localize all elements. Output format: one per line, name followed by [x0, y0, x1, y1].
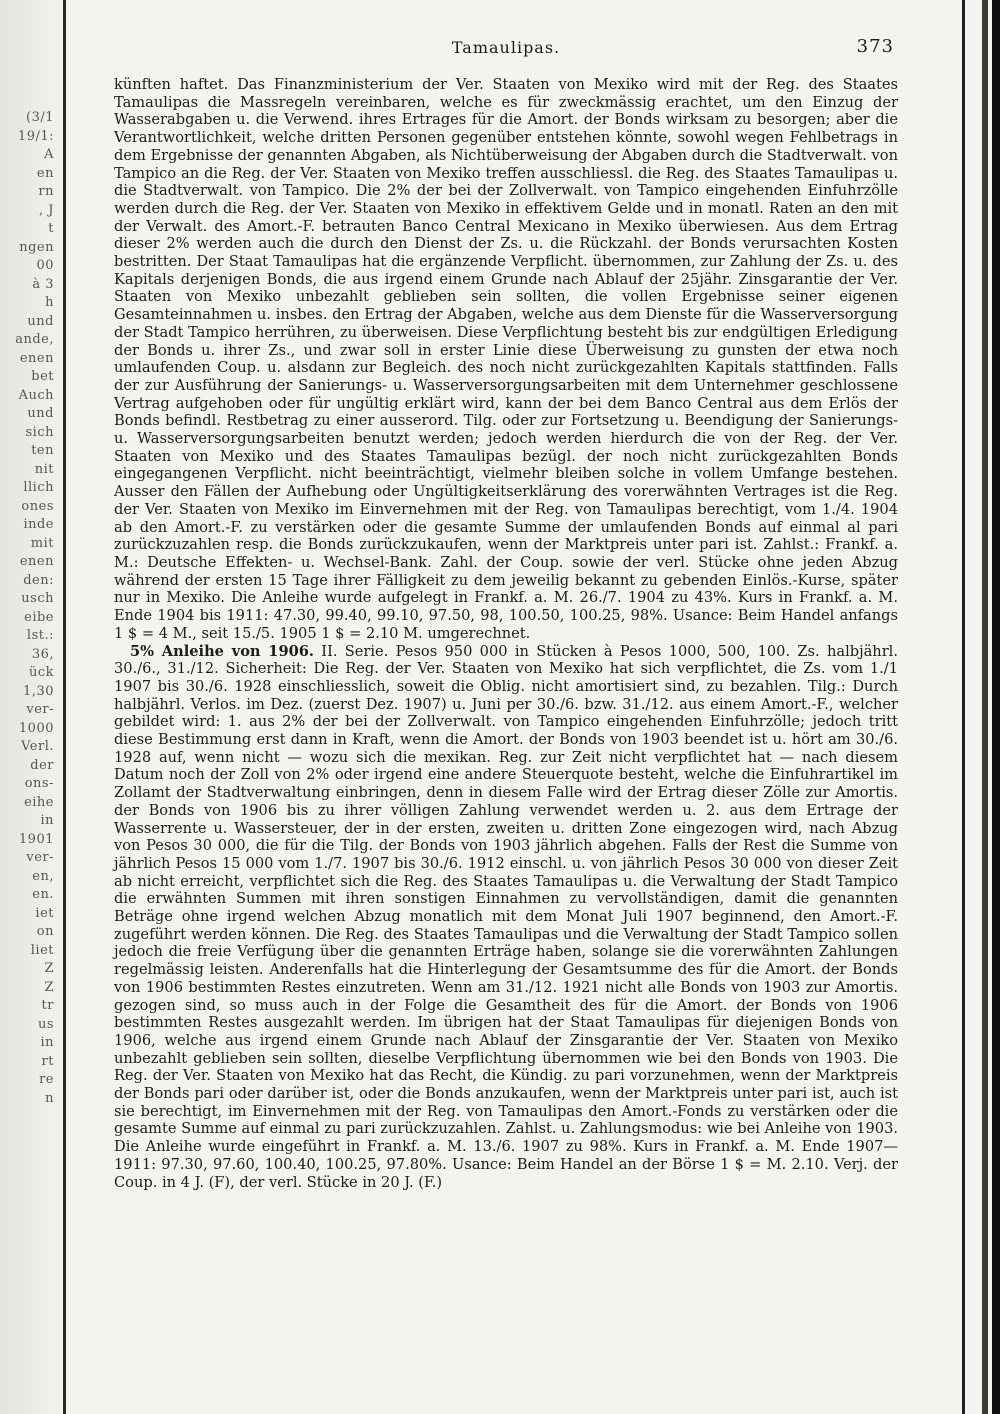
margin-fragment: bet: [31, 369, 54, 384]
margin-fragment: in: [40, 1035, 54, 1050]
margin-fragment: à 3: [32, 276, 54, 292]
margin-fragment: ver-: [26, 702, 54, 717]
margin-fragment: us: [37, 1016, 54, 1032]
margin-fragment: und: [27, 406, 54, 421]
margin-fragment: inde: [23, 517, 54, 532]
margin-fragment: enen: [19, 554, 54, 569]
margin-fragment: A: [44, 147, 54, 162]
scan-edge-line: [992, 0, 1000, 1414]
page-fold-shadow: [63, 0, 66, 1414]
margin-fragment: en,: [32, 868, 54, 884]
margin-fragment: eihe: [24, 794, 54, 810]
section-text: II. Serie. Pesos 950 000 in Stücken à Pesos 1000, 500, 100. Zs. halbjährl. 30./6., 31./12. Sicherheit: Die Reg. der Ver. Staaten von Mexiko hat sich verpflichtet, die Zs. vom 1./1 1907 bis 30./6. 1928 einschliesslich, soweit die Oblig. nicht amortisiert sind, zu bezahlen. Tilg.: Durch halbjährl. Verlos. im Dez. (zuerst Dez. 1907) u. Juni per 30./6. bzw. 31./12. aus einem Amort.-F., welcher gebildet wird: 1. aus 2% der bei der Zollverwalt. von Tampico eingehenden Einfuhrzölle; jedoch tritt diese Bestimmung erst dann in Kraft, wenn die Amort. der Bonds von 1903 beendet ist u. hört am 30./6. 1928 auf, wenn nicht — wozu sich die mexikan. Reg. zur Zeit nicht verpflichtet hat — nach diesem Datum noch der Zoll von 2% oder irgend eine andere Steuerquote besteht, welche die Einfuhrartikel im Zollamt der Stadtverwaltung einbringen, denn in diesem Falle wird der Ertrag dieser Zölle zur Amortis. der Bonds von 1906 bis zu ihrer völligen Zahlung verwendet werden u. 2. aus dem Ertrage der Wasserrente u. Wassersteuer, der in der ersten, zweiten u. dritten Zone eingezogen wird, nach Abzug von Pesos 30 000, die für die Tilg. der Bonds von 1903 jährlich abgehen. Falls der Rest die Summe von jährlich Pesos 15 000 vom 1./7. 1907 bis 30./6. 1912 einschl. u. von jährlich Pesos 30 000 von dieser Zeit ab nicht erreicht, verpflichtet sich die Reg. des Staates Tamaulipas u. die Verwaltung der Stadt Tampico die erwähnten Summen mit ihren sonstigen Einnahmen zu vervollständigen, damit die genannten Beträge ohne irgend welchen Abzug monatlich mit dem Monat Juli 1907 beginnend, den Amort.-F. zugeführt werden können. Die Reg. des Staates Tamaulipas und die Verwaltung der Stadt Tampico sollen jedoch die freie Verfügung über die genannten Erträge haben, solange sie die vorerwähnten Zahlungen regelmässig leisten. Anderenfalls hat die Hinterlegung der Gesamtsumme des für die Amort. der Bonds von 1906 bestimmten Restes einzutreten. Wenn am 31./12. 1921 nicht alle Bonds von 1903 zur Amortis. gezogen sind, so muss auch in der Folge die Gesamtheit des für die Amort. der Bonds von 1906 bestimmten Restes ausgezahlt werden. Im übrigen hat der Staat Tamaulipas für diejenigen Bonds von 1906, welche aus irgend einem Grunde nach Ablauf der Zinsgarantie der Ver. Staaten von Mexiko unbezahlt geblieben sein sollten, dieselbe Verpflichtung übernommen wie bei den Bonds von 1903. Die Reg. der Ver. Staaten von Mexiko hat das Recht, die Kündig. zu pari vorzunehmen, wenn der Marktpreis der Bonds pari oder darüber ist, oder die Bonds anzukaufen, wenn der Marktpreis unter pari ist, auch ist sie berechtigt, im Einvernehmen mit der Reg. von Tamaulipas den Amort.-Fonds zu verstärken oder die gesamte Summe auf einmal zu pari zurückzuzahlen. Zahlst. u. Zahlungsmodus: wie bei Anleihe von 1903. Die Anleihe wurde eingeführt in Frankf. a. M. 13./6. 1907 zu 98%. Kurs in Frankf. a. M. Ende 1907—1911: 97.30, 97.60, 100.40, 100.25, 97.80%. Usance: Beim Handel an der Börse 1 $ = M. 2.10. Verj. der Coup. in 4 J. (F), der verl. Stücke in 20 J. (F.): [114, 642, 898, 1191]
margin-fragment: liet: [30, 942, 54, 958]
margin-fragment: und: [27, 313, 54, 329]
margin-fragment: 36,: [31, 646, 54, 662]
margin-fragment: ons-: [24, 776, 54, 791]
scan-edge-line: [962, 0, 965, 1414]
page-title: Tamaulipas.: [451, 38, 561, 57]
margin-fragment: rn: [38, 184, 54, 199]
margin-fragment: ten: [31, 443, 54, 458]
margin-fragment: mit: [30, 535, 54, 551]
margin-fragment: der: [30, 757, 54, 773]
margin-fragment: 1000: [18, 720, 54, 736]
margin-fragment: ngen: [19, 239, 54, 255]
margin-fragment: ver-: [26, 850, 54, 865]
margin-fragment: Auch: [18, 387, 54, 403]
paragraph: künften haftet. Das Finanzministerium der Ver. Staaten von Mexiko wird mit der Reg. des Staates Tamaulipas die Massregeln vereinbaren, welche es für zweckmässig erachtet, um den Einzug der Wasserabgaben u. die Verwend. ihres Ertrages für die Amort. der Bonds wirksam zu besorgen; aber die Verantwortlichkeit, welche dritten Personen gegenüber entstehen könnte, sowohl wegen Fehlbetrags in dem Ergebnisse der genannten Abgaben, als Nichtüberweisung der Abgaben durch die Stadtverwalt. von Tampico an die Reg. der Ver. Staaten von Mexiko treffen ausschliessl. die Reg. des Staates Tamaulipas u. die Stadtverwalt. von Tampico. Die 2% der bei der Zollverwalt. von Tampico eingehenden Einfuhrzölle werden durch die Reg. der Ver. Staaten von Mexiko in effektivem Gelde und in monatl. Raten an den mit der Verwalt. des Amort.-F. betrauten Banco Central Mexicano in Mexiko überwiesen. Aus dem Ertrag dieser 2% werden auch die durch den Dienst der Zs. u. die Rückzahl. der Bonds verursachten Kosten bestritten. Der Staat Tamaulipas hat die ergänzende Verpflicht. übernommen, zur Zahlung der Zs. u. des Kapitals derjenigen Bonds, die aus irgend einem Grunde nach Ablauf der 25jähr. Zinsgarantie der Ver. Staaten von Mexiko unbezahlt geblieben sein sollten, die vollen Ergebnisse seiner eigenen Gesamteinnahmen u. insbes. den Ertrag der Abgaben, welche aus dem Dienste für die Wasserversorgung der Stadt Tampico herrühren, zu überweisen. Diese Verpflichtung besteht bis zur endgültigen Erledigung der Bonds u. ihrer Zs., und zwar soll in erster Linie diese Überweisung zu gunsten der etwa noch umlaufenden Coup. u. alsdann zur Begleich. des noch nicht zurückgezahlten Kapitals stattfinden. Falls der zur Ausführung der Sanierungs- u. Wasserversorgungsarbeiten mit dem Unternehmer geschlossene Vertrag aufgehoben oder für ungültig erklärt wird, kann der bei dem Banco Central aus dem Erlös der Bonds befindl. Restbetrag zu einer ausserord. Tilg. oder zur Fortsetzung u. Beendigung der Sanierungs- u. Wasserversorgungsarbeiten benutzt werden; jedoch werden hierdurch die von der Reg. der Ver. Staaten von Mexiko und des Staates Tamaulipas bezügl. der noch nicht zurückgezahlten Bonds eingegangenen Verpflicht. nicht beeinträchtigt, vielmehr bleiben solche in vollem Umfange bestehen. Ausser den Fällen der Aufhebung oder Ungültigkeitserklärung des vorerwähnten Vertrages ist die Reg. der Ver. Staaten von Mexiko im Einvernehmen mit der Reg. von Tamaulipas berechtigt, vom 1./4. 1904 ab den Amort.-F. zu verstärken oder die gesamte Summe der umlaufenden Bonds auf einmal al pari zurückzuzahlen resp. die Bonds zurückzukaufen, wenn der Marktpreis unter pari ist. Zahlst.: Frankf. a. M.: Deutsche Effekten- u. Wechsel-Bank. Zahl. der Coup. sowie der verl. Stücke ohne jeden Abzug während der ersten 15 Tage ihrer Fälligkeit zu dem jeweilig bekannt zu gebenden Einlös.-Kurse, später nur in Mexiko. Die Anleihe wurde aufgelegt in Frankf. a. M. 26./7. 1904 zu 43%. Kurs in Frankf. a. M. Ende 1904 bis 1911: 47.30, 99.40, 99.10, 97.50, 98, 100.50, 100.25, 98%. Usance: Beim Handel anfangs 1 $ = 4 M., seit 15./5. 1905 1 $ = 2.10 M. umgerechnet.: [114, 76, 898, 642]
page-number: 373: [856, 36, 894, 57]
margin-fragment: iet: [35, 905, 54, 921]
margin-fragment: nit: [34, 461, 54, 477]
margin-fragment: Z: [44, 979, 54, 995]
scan-edge-line: [982, 0, 988, 1414]
margin-fragment: en: [36, 165, 54, 181]
margin-fragment: enen: [19, 350, 54, 366]
margin-fragment: 1901: [18, 831, 54, 847]
section-title: 5% Anleihe von 1906.: [130, 642, 314, 660]
margin-fragment: h: [45, 295, 54, 310]
margin-fragment: (3/1: [26, 110, 54, 125]
margin-fragment: ones: [21, 498, 54, 514]
margin-fragment: llich: [23, 480, 54, 495]
margin-fragment: sich: [25, 424, 54, 440]
margin-fragment: usch: [21, 591, 54, 606]
page-content: [114, 30, 898, 1191]
margin-fragment: ück: [28, 665, 54, 680]
margin-fragment: ande,: [15, 332, 54, 347]
margin-fragment: eibe: [24, 609, 54, 625]
margin-fragment: on: [36, 924, 54, 939]
margin-fragment: re: [39, 1072, 54, 1087]
margin-fragment: Verl.: [21, 739, 54, 754]
margin-fragment: lst.:: [26, 628, 54, 643]
margin-fragment: 19/1:: [17, 128, 54, 144]
margin-fragment: 00: [36, 258, 54, 273]
margin-fragment: 1,30: [23, 683, 54, 699]
running-head: [114, 30, 898, 64]
margin-fragment: in: [40, 813, 54, 828]
margin-fragment: n: [45, 1090, 54, 1106]
section-anleihe-1906: [114, 643, 898, 1192]
margin-fragment: t: [48, 221, 54, 236]
right-scan-edge: [962, 0, 1000, 1414]
margin-fragment: , J: [39, 202, 54, 218]
margin-fragment: en.: [32, 887, 54, 902]
body-text: [114, 76, 898, 1191]
margin-fragment: rt: [41, 1053, 54, 1069]
margin-fragment: den:: [23, 572, 54, 588]
previous-page-strip: [0, 0, 66, 1414]
margin-fragment: tr: [41, 998, 54, 1013]
margin-fragment: Z: [44, 961, 54, 976]
